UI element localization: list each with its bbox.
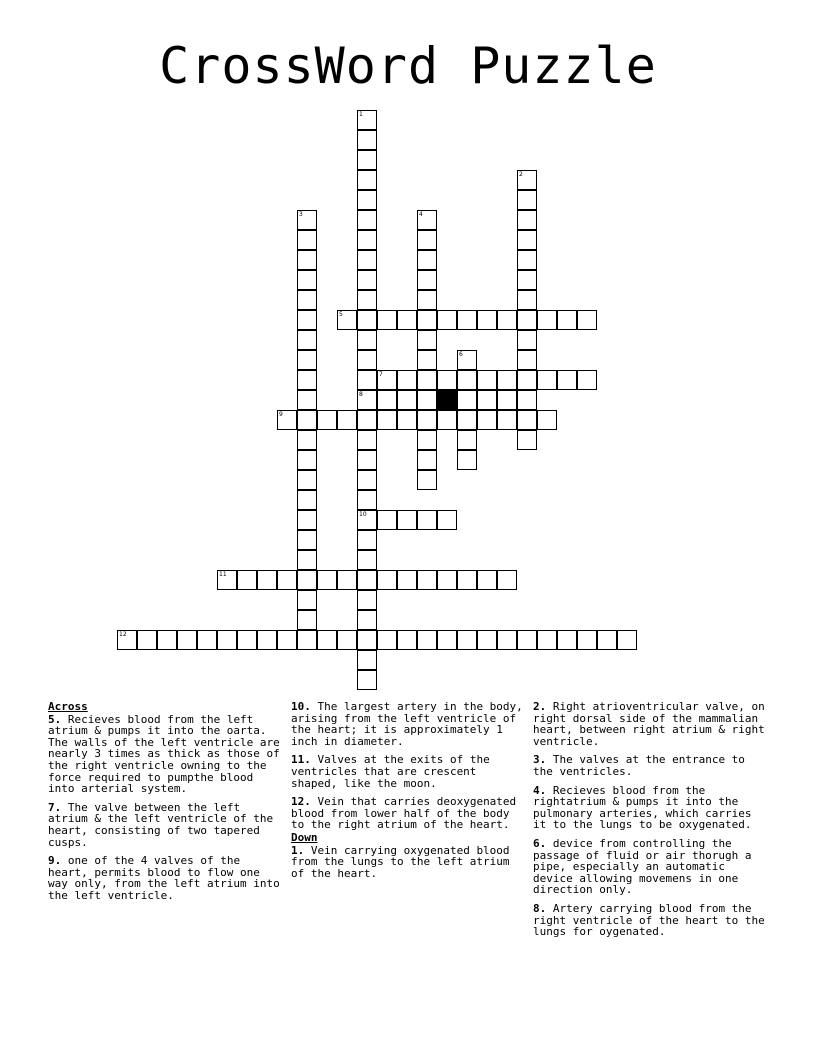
grid-cell[interactable] (297, 490, 317, 510)
grid-cell[interactable] (557, 630, 577, 650)
clue-number: 11. (291, 753, 311, 767)
clue-text: one of the 4 valves of the heart, permits blood to flow one way only, from the left atrium into the left ventricle. (48, 854, 280, 902)
grid-cell[interactable] (437, 630, 457, 650)
grid-cell[interactable] (297, 350, 317, 370)
clue-across-11 (291, 754, 523, 789)
clue-down-2 (533, 701, 765, 747)
grid-cell[interactable] (477, 630, 497, 650)
grid-cell[interactable] (517, 390, 537, 410)
clue-across-5 (48, 714, 283, 795)
grid-cell[interactable] (457, 450, 477, 470)
grid-cell[interactable] (397, 510, 417, 530)
grid-cell[interactable] (577, 310, 597, 330)
grid-cell[interactable] (497, 570, 517, 590)
grid-cell[interactable] (357, 270, 377, 290)
grid-cell[interactable] (397, 630, 417, 650)
clue-number: 12. (291, 795, 311, 809)
clue-number-label: 11 (219, 571, 227, 578)
grid-cell[interactable] (357, 530, 377, 550)
grid-cell[interactable] (557, 370, 577, 390)
grid-cell[interactable] (277, 570, 297, 590)
grid-cell[interactable] (537, 370, 557, 390)
grid-cell[interactable] (357, 170, 377, 190)
grid-cell[interactable] (297, 210, 317, 230)
grid-cell[interactable] (417, 330, 437, 350)
grid-cell[interactable] (577, 630, 597, 650)
clue-number: 6. (533, 836, 547, 850)
clues-column-1 (48, 701, 283, 909)
clue-number-label: 3 (299, 211, 303, 218)
clue-down-6 (533, 838, 765, 896)
grid-cell[interactable] (297, 550, 317, 570)
grid-cell[interactable] (297, 230, 317, 250)
grid-cell[interactable] (217, 570, 237, 590)
grid-cell[interactable] (417, 410, 437, 430)
grid-cell[interactable] (357, 370, 377, 390)
grid-cell[interactable] (297, 450, 317, 470)
grid-cell[interactable] (417, 470, 437, 490)
clue-number-label: 2 (519, 171, 523, 178)
clue-across-7 (48, 802, 283, 848)
grid-cell[interactable] (417, 350, 437, 370)
grid-cell[interactable] (437, 410, 457, 430)
grid-cell[interactable] (517, 310, 537, 330)
grid-cell[interactable] (517, 230, 537, 250)
grid-cell[interactable] (177, 630, 197, 650)
grid-cell[interactable] (417, 370, 437, 390)
grid-cell[interactable] (197, 630, 217, 650)
grid-cell[interactable] (417, 630, 437, 650)
grid-cell[interactable] (157, 630, 177, 650)
grid-cell[interactable] (457, 390, 477, 410)
grid-cell[interactable] (377, 310, 397, 330)
grid-cell[interactable] (297, 410, 317, 430)
grid-cell[interactable] (297, 530, 317, 550)
grid-cell[interactable] (317, 630, 337, 650)
grid-cell[interactable] (297, 570, 317, 590)
across-heading: Across (48, 700, 88, 713)
grid-cell[interactable] (397, 390, 417, 410)
grid-cell[interactable] (357, 190, 377, 210)
grid-cell[interactable] (297, 390, 317, 410)
grid-cell[interactable] (377, 570, 397, 590)
grid-cell[interactable] (357, 630, 377, 650)
clue-text: The valves at the entrance to the ventricles. (533, 753, 745, 778)
clue-number-label: 1 (359, 111, 363, 118)
grid-cell[interactable] (517, 290, 537, 310)
grid-cell[interactable] (417, 570, 437, 590)
clue-number: 10. (291, 700, 311, 713)
clue-across-12 (291, 796, 523, 831)
clue-number: 9. (48, 854, 62, 868)
grid-cell[interactable] (277, 410, 297, 430)
grid-cell[interactable] (357, 670, 377, 690)
grid-cell[interactable] (357, 650, 377, 670)
grid-cell[interactable] (437, 510, 457, 530)
grid-cell[interactable] (297, 370, 317, 390)
grid-cell[interactable] (377, 410, 397, 430)
grid-cell[interactable] (357, 150, 377, 170)
grid-cell[interactable] (317, 570, 337, 590)
grid-cell[interactable] (357, 410, 377, 430)
grid-cell[interactable] (297, 630, 317, 650)
clue-number: 5. (48, 712, 62, 726)
grid-cell[interactable] (417, 210, 437, 230)
grid-cell[interactable] (117, 630, 137, 650)
grid-cell[interactable] (577, 370, 597, 390)
clue-number-label: 12 (119, 631, 127, 638)
grid-cell[interactable] (297, 510, 317, 530)
grid-cell[interactable] (337, 570, 357, 590)
grid-cell[interactable] (517, 410, 537, 430)
grid-cell[interactable] (337, 410, 357, 430)
grid-cell[interactable] (397, 570, 417, 590)
grid-cell[interactable] (597, 630, 617, 650)
clue-number: 1. (291, 843, 305, 857)
grid-cell[interactable] (477, 410, 497, 430)
clue-down-1 (291, 845, 523, 880)
grid-cell[interactable] (377, 370, 397, 390)
grid-cell[interactable] (477, 570, 497, 590)
grid-cell[interactable] (517, 190, 537, 210)
grid-cell[interactable] (437, 570, 457, 590)
grid-cell[interactable] (357, 450, 377, 470)
clue-across-9 (48, 855, 283, 901)
grid-cell[interactable] (357, 310, 377, 330)
grid-cell[interactable] (357, 550, 377, 570)
grid-cell[interactable] (357, 250, 377, 270)
clue-text: device from controlling the passage of fluid or air thorugh a pipe, especially an automatic device allowing movemens in one direction only. (533, 836, 752, 897)
clue-text: Valves at the exits of the ventricles that are crescent shaped, like the moon. (291, 753, 490, 790)
clue-number-label: 7 (379, 371, 383, 378)
grid-cell[interactable] (497, 370, 517, 390)
grid-cell[interactable] (417, 430, 437, 450)
grid-cell[interactable] (517, 250, 537, 270)
grid-cell[interactable] (517, 330, 537, 350)
grid-cell[interactable] (417, 390, 437, 410)
grid-cell[interactable] (517, 630, 537, 650)
clue-down-3 (533, 754, 765, 777)
grid-cell[interactable] (457, 310, 477, 330)
clue-text: Artery carrying blood from the right ventricle of the heart to the lungs for oygenated. (533, 901, 765, 939)
grid-cell[interactable] (457, 410, 477, 430)
clue-text: The valve between the left atrium & the left ventricle of the heart, consisting of two tapered cusps. (48, 800, 274, 849)
grid-cell[interactable] (377, 630, 397, 650)
grid-cell[interactable] (357, 130, 377, 150)
clue-number-label: 10 (359, 511, 367, 518)
grid-cell[interactable] (377, 390, 397, 410)
clues-column-2 (291, 701, 523, 886)
grid-cell[interactable] (297, 610, 317, 630)
grid-cell[interactable] (297, 270, 317, 290)
grid-cell[interactable] (417, 250, 437, 270)
grid-cell[interactable] (437, 370, 457, 390)
clue-across-10 (291, 701, 523, 747)
grid-cell[interactable] (537, 630, 557, 650)
grid-cell[interactable] (557, 310, 577, 330)
grid-cell[interactable] (517, 170, 537, 190)
grid-cell[interactable] (357, 290, 377, 310)
grid-cell[interactable] (537, 310, 557, 330)
clue-text: Recieves blood from the rightatrium & pumps it into the pulmonary arteries, which carries it to the lungs to be oxygenated. (533, 783, 752, 832)
clue-number-label: 4 (419, 211, 423, 218)
grid-cell[interactable] (237, 630, 257, 650)
grid-cell[interactable] (297, 310, 317, 330)
grid-cell[interactable] (357, 610, 377, 630)
grid-cell[interactable] (397, 310, 417, 330)
clue-number-label: 9 (279, 411, 283, 418)
clue-number: 3. (533, 753, 547, 767)
grid-cell[interactable] (517, 430, 537, 450)
grid-cell[interactable] (357, 390, 377, 410)
grid-cell[interactable] (517, 210, 537, 230)
grid-cell[interactable] (137, 630, 157, 650)
grid-cell[interactable] (357, 210, 377, 230)
grid-cell[interactable] (217, 630, 237, 650)
clue-down-4 (533, 785, 765, 831)
grid-cell[interactable] (417, 290, 437, 310)
grid-cell[interactable] (497, 630, 517, 650)
clue-number: 2. (533, 700, 547, 713)
grid-cell[interactable] (477, 370, 497, 390)
grid-cell[interactable] (417, 450, 437, 470)
clues-column-3 (533, 701, 765, 945)
grid-cell[interactable] (497, 310, 517, 330)
grid-cell[interactable] (317, 410, 337, 430)
grid-cell[interactable] (297, 290, 317, 310)
clue-number: 7. (48, 800, 62, 814)
grid-cell[interactable] (357, 350, 377, 370)
grid-cell[interactable] (297, 430, 317, 450)
grid-cell[interactable] (617, 630, 637, 650)
grid-cell[interactable] (357, 490, 377, 510)
grid-cell[interactable] (297, 470, 317, 490)
grid-cell[interactable] (357, 230, 377, 250)
clue-number-label: 8 (359, 391, 363, 398)
clue-text: The largest artery in the body, arising from the left ventricle of the heart; it is approximately 1 inch in diameter. (291, 700, 523, 748)
clue-text: Vein that carries deoxygenated blood from lower half of the body to the right atrium of the heart. (291, 795, 517, 832)
grid-cell[interactable] (457, 570, 477, 590)
grid-cell[interactable] (517, 370, 537, 390)
grid-cell[interactable] (277, 630, 297, 650)
grid-cell[interactable] (297, 590, 317, 610)
grid-cell[interactable] (437, 310, 457, 330)
grid-cell[interactable] (377, 510, 397, 530)
clue-down-8 (533, 903, 765, 938)
down-heading: Down (291, 830, 318, 844)
grid-cell[interactable] (297, 330, 317, 350)
grid-cell[interactable] (417, 310, 437, 330)
grid-cell[interactable] (357, 110, 377, 130)
grid-cell[interactable] (357, 430, 377, 450)
grid-cell[interactable] (257, 570, 277, 590)
grid-cell[interactable] (517, 270, 537, 290)
grid-cell[interactable] (417, 270, 437, 290)
grid-cell[interactable] (257, 630, 277, 650)
clue-text: Vein carrying oxygenated blood from the lungs to the left atrium of the heart. (291, 843, 510, 880)
grid-cell[interactable] (357, 590, 377, 610)
puzzle-title: CrossWord Puzzle (159, 37, 657, 95)
grid-cell[interactable] (417, 230, 437, 250)
grid-cell[interactable] (457, 630, 477, 650)
grid-cell[interactable] (357, 330, 377, 350)
clue-number-label: 6 (459, 351, 463, 358)
grid-cell[interactable] (497, 390, 517, 410)
grid-block (437, 390, 457, 410)
grid-cell[interactable] (477, 310, 497, 330)
grid-cell[interactable] (357, 470, 377, 490)
grid-cell[interactable] (337, 630, 357, 650)
clue-text: Right atrioventricular valve, on right dorsal side of the mammalian heart, between right atrium & right ventricle. (533, 700, 765, 748)
clue-number-label: 5 (339, 311, 343, 318)
grid-cell[interactable] (357, 510, 377, 530)
grid-cell[interactable] (477, 390, 497, 410)
grid-cell[interactable] (537, 410, 557, 430)
grid-cell[interactable] (397, 410, 417, 430)
clue-number: 8. (533, 901, 547, 915)
grid-cell[interactable] (457, 350, 477, 370)
grid-cell[interactable] (517, 350, 537, 370)
grid-cell[interactable] (297, 250, 317, 270)
grid-cell[interactable] (457, 430, 477, 450)
grid-cell[interactable] (417, 510, 437, 530)
clue-text: Recieves blood from the left atrium & pumps it into the oarta. The walls of the left ventricle are nearly 3 times as thick as those of the right ventricle owning to the force required to pumpthe blood into arterial system. (48, 712, 280, 796)
grid-cell[interactable] (337, 310, 357, 330)
grid-cell[interactable] (357, 570, 377, 590)
grid-cell[interactable] (457, 370, 477, 390)
grid-cell[interactable] (397, 370, 417, 390)
grid-cell[interactable] (497, 410, 517, 430)
grid-cell[interactable] (237, 570, 257, 590)
clue-number: 4. (533, 783, 547, 797)
